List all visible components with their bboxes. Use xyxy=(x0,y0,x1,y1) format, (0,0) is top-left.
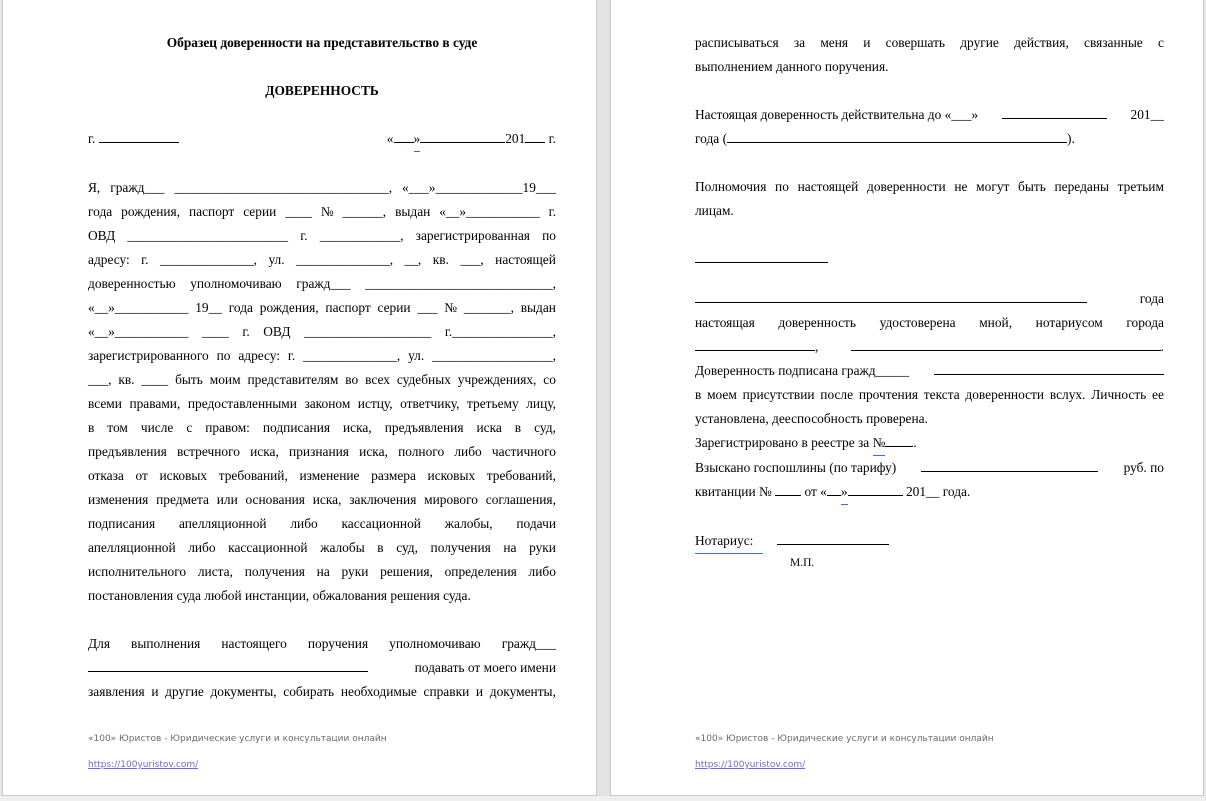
body-line xyxy=(695,311,1164,335)
word: полного xyxy=(398,444,445,459)
word: истцу, xyxy=(357,396,393,411)
word: подписания xyxy=(88,516,156,531)
word: гражд___ xyxy=(296,276,351,291)
word: доверенность xyxy=(778,315,856,330)
word: жалобы xyxy=(320,540,365,555)
word: отказа xyxy=(88,468,124,483)
word: ОВД xyxy=(263,324,291,339)
date-open-quote: « xyxy=(386,131,394,146)
word: кв. xyxy=(432,252,449,267)
word: ________________________ xyxy=(127,228,289,243)
word: предъявления xyxy=(88,444,167,459)
validity-line xyxy=(695,103,1164,127)
document-title: Образец доверенности на представительство в суде xyxy=(166,35,478,50)
receipt-line xyxy=(695,480,1164,505)
representative-paragraph xyxy=(88,632,556,704)
word: определения xyxy=(444,564,517,579)
fee-line xyxy=(695,456,1164,480)
seal-line xyxy=(695,554,1164,572)
body-line xyxy=(88,320,556,344)
body-line xyxy=(88,440,556,464)
word: другие xyxy=(165,684,204,699)
word: серии xyxy=(243,204,277,219)
signed-by-text: Доверенность подписана гражд_____ xyxy=(695,363,910,378)
word: третьим xyxy=(1117,179,1164,194)
word: ул. xyxy=(268,252,285,267)
word: ___, xyxy=(460,252,484,267)
principal-paragraph xyxy=(88,176,556,608)
receipt-number-blank[interactable] xyxy=(775,480,801,496)
word: ___, xyxy=(88,372,112,387)
word: ____ xyxy=(202,324,229,339)
word: кассационной xyxy=(341,516,421,531)
word: либо xyxy=(528,564,556,579)
word: иска, xyxy=(312,492,342,507)
word: предоставленными xyxy=(187,396,297,411)
body-line xyxy=(695,175,1164,199)
body-line xyxy=(88,416,556,440)
notary-signature-blank[interactable] xyxy=(777,529,889,545)
word: г. xyxy=(287,348,296,363)
word: переданы xyxy=(1054,179,1109,194)
notary-signature-line xyxy=(695,529,1164,554)
word: моим xyxy=(209,372,241,387)
word: по xyxy=(775,179,789,194)
word: г. xyxy=(300,228,308,243)
word: _______, xyxy=(463,300,514,315)
word: признания xyxy=(289,444,349,459)
word: ____________, xyxy=(319,228,404,243)
word: «___»_____________19___ xyxy=(402,180,556,195)
body-line xyxy=(88,584,556,608)
seal-label: М.П. xyxy=(790,557,815,569)
bottom-band xyxy=(0,796,1206,801)
word: с xyxy=(1157,35,1164,50)
word: гражд___ xyxy=(110,180,165,195)
signed-by-blank[interactable] xyxy=(934,359,1164,375)
word: или xyxy=(216,492,238,507)
word: выполнения xyxy=(131,636,201,651)
word: ________________________________, xyxy=(174,180,393,195)
word: жалобы, xyxy=(444,516,493,531)
receipt-close-quote: » xyxy=(841,480,848,505)
word: получения xyxy=(430,540,491,555)
word: г. xyxy=(548,204,556,219)
word: адресу: xyxy=(238,348,281,363)
receipt-month-blank[interactable] xyxy=(848,480,903,496)
body-line xyxy=(695,199,1164,223)
word: «__»___________ xyxy=(439,204,540,219)
word: быть xyxy=(175,372,203,387)
date-close-quote: » xyxy=(414,127,421,152)
word: текста xyxy=(923,387,960,402)
word: документы, xyxy=(489,684,556,699)
word: заключения xyxy=(349,492,417,507)
word: настоящей xyxy=(495,252,556,267)
word: либо xyxy=(188,540,216,555)
word: связанные xyxy=(1084,35,1143,50)
word: в xyxy=(695,387,702,402)
word: иска xyxy=(476,420,502,435)
registry-number-blank[interactable] xyxy=(885,431,913,447)
word: требований, xyxy=(218,468,288,483)
validity-text: Настоящая доверенность действительна до «___» xyxy=(695,107,979,122)
notary-date-line xyxy=(695,287,1164,311)
date-field[interactable] xyxy=(387,127,556,152)
word: удостоверена xyxy=(879,315,956,330)
document-heading: ДОВЕРЕННОСТЬ xyxy=(265,83,379,98)
word: ____ xyxy=(285,204,312,219)
word: и xyxy=(475,684,484,699)
word: частичного xyxy=(491,444,556,459)
body-line xyxy=(88,224,556,248)
word: быть xyxy=(1018,179,1046,194)
word: __________________, xyxy=(432,348,556,363)
word: ее xyxy=(1152,387,1164,402)
word: доверенности xyxy=(867,179,946,194)
word: от xyxy=(135,468,148,483)
body-line xyxy=(695,383,1164,407)
word: рождения, xyxy=(259,300,319,315)
word: другие xyxy=(960,35,999,50)
body-line xyxy=(88,392,556,416)
principal-signature-blank[interactable] xyxy=(695,247,828,263)
word: ответчику, xyxy=(400,396,460,411)
word: выдан xyxy=(520,300,556,315)
validity-words-open: года ( xyxy=(695,131,728,146)
signature-line xyxy=(695,247,1164,263)
word: не xyxy=(954,179,968,194)
notary-city-line: , . xyxy=(695,335,1164,359)
receipt-from: от « xyxy=(804,484,827,499)
fee-text: Взыскано госпошлины (по тарифу) xyxy=(695,460,897,475)
word: ______________, xyxy=(296,252,394,267)
word: судебных xyxy=(396,372,451,387)
word: апелляционной xyxy=(88,540,176,555)
word: № xyxy=(444,300,457,315)
word: получения xyxy=(244,564,305,579)
footer-company: «100» Юристов - Юридические услуги и консультации онлайн xyxy=(88,734,387,744)
word: законом xyxy=(304,396,351,411)
validity-words-close: ). xyxy=(1067,131,1075,146)
word: требований, xyxy=(486,468,556,483)
word: в xyxy=(514,420,522,435)
word: могут xyxy=(976,179,1010,194)
registry-number-sign: № xyxy=(873,431,886,456)
footer-company: «100» Юристов - Юридические услуги и консультации онлайн xyxy=(695,734,994,744)
word: иска, xyxy=(343,420,372,435)
word: кассационной xyxy=(228,540,308,555)
word: гражд___ xyxy=(501,636,556,651)
fee-amount-blank[interactable] xyxy=(921,456,1098,472)
representative-name-blank[interactable] xyxy=(88,656,368,672)
word: прочтения xyxy=(858,387,919,402)
word: иска, xyxy=(359,444,388,459)
word: выдан xyxy=(395,204,431,219)
validity-year: 201__ xyxy=(1130,107,1164,122)
word: правами, xyxy=(129,396,181,411)
word: том xyxy=(107,420,128,435)
word: кв. xyxy=(118,372,135,387)
word: изменение xyxy=(299,468,360,483)
word: Полномочия xyxy=(695,179,767,194)
body-line xyxy=(88,656,556,680)
word: Для xyxy=(88,636,110,651)
year-word: года xyxy=(1139,291,1164,306)
word: во xyxy=(345,372,359,387)
footer-link[interactable]: https://100yuristov.com/ xyxy=(88,760,199,770)
registry-line: Зарегистрировано в реестре за № . xyxy=(695,431,1164,456)
word: на xyxy=(503,540,517,555)
word: иска, xyxy=(250,444,279,459)
notary-name-blank[interactable] xyxy=(851,335,1161,351)
word: собирать xyxy=(283,684,335,699)
word: по xyxy=(542,228,556,243)
word: и xyxy=(863,35,871,50)
word: размера xyxy=(371,468,416,483)
word: ______________, xyxy=(303,348,401,363)
word: паспорт xyxy=(188,204,235,219)
signed-by-line xyxy=(695,359,1164,383)
word: моем xyxy=(707,387,737,402)
word: меня xyxy=(820,35,849,50)
word: подписания xyxy=(262,420,331,435)
validity-words-blank[interactable] xyxy=(727,127,1067,143)
date-suffix: г. xyxy=(548,131,556,146)
fee-currency: руб. по xyxy=(1123,460,1164,475)
footer-link[interactable]: https://100yuristov.com/ xyxy=(695,760,806,770)
word: суд, xyxy=(396,540,418,555)
word: либо xyxy=(454,444,482,459)
word: учреждениях, xyxy=(457,372,537,387)
word: настоящая xyxy=(695,315,755,330)
word: всех xyxy=(365,372,390,387)
word: Я, xyxy=(88,180,101,195)
word: ул. xyxy=(408,348,425,363)
word: Личность xyxy=(1091,387,1147,402)
word: паспорт xyxy=(325,300,371,315)
body-line xyxy=(88,296,556,320)
notary-city-blank[interactable] xyxy=(695,335,815,351)
word: справки xyxy=(423,684,470,699)
word: заявления xyxy=(88,684,145,699)
word: № xyxy=(320,204,334,219)
word: исковых xyxy=(427,468,476,483)
word: рождения, xyxy=(121,204,181,219)
receipt-text: квитанции № xyxy=(695,484,772,499)
word: серии xyxy=(377,300,411,315)
word: настоящего xyxy=(221,636,287,651)
word: действия, xyxy=(1014,35,1069,50)
registry-text: Зарегистрировано в реестре за xyxy=(695,435,870,450)
word: мной, xyxy=(979,315,1013,330)
word: исковых xyxy=(159,468,208,483)
page-2-content xyxy=(695,31,1164,572)
word: изменения xyxy=(88,492,149,507)
word: необходимые xyxy=(340,684,417,699)
word: г. xyxy=(242,324,250,339)
body-line xyxy=(88,680,556,704)
validity-month-blank[interactable] xyxy=(1002,103,1107,119)
word: всеми xyxy=(88,396,122,411)
word: уполномочиваю xyxy=(389,636,481,651)
body-line-text: подавать от моего имени xyxy=(414,660,556,675)
word: представителям xyxy=(247,372,339,387)
word: суд, xyxy=(534,420,556,435)
body-line xyxy=(88,248,556,272)
body-line xyxy=(88,368,556,392)
word: на xyxy=(316,564,330,579)
word: нотариусом xyxy=(1035,315,1103,330)
document-page-2 xyxy=(610,0,1204,796)
word: документы, xyxy=(210,684,277,699)
word: зарегистрированного xyxy=(88,348,209,363)
word: года xyxy=(228,300,253,315)
word: и xyxy=(151,684,159,699)
word: лицу, xyxy=(526,396,556,411)
body-line xyxy=(88,272,556,296)
notary-label: Нотариус: xyxy=(695,529,763,554)
word: настоящей xyxy=(797,179,859,194)
word: «__»___________ xyxy=(88,324,189,339)
word: с xyxy=(186,420,193,435)
word: числе xyxy=(140,420,174,435)
word: встречного xyxy=(176,444,240,459)
word: руки xyxy=(529,540,556,555)
word: после xyxy=(820,387,854,402)
word: исполнительного xyxy=(88,564,187,579)
body-line xyxy=(695,55,1164,79)
word: ___ xyxy=(417,300,438,315)
word: доверенности xyxy=(965,387,1045,402)
word: правом: xyxy=(205,420,250,435)
word: 19__ xyxy=(195,300,222,315)
body-line-text: лицам. xyxy=(695,203,734,218)
word: доверенностью xyxy=(88,276,176,291)
word: основания xyxy=(245,492,305,507)
word: соглашения, xyxy=(485,492,556,507)
word: уполномочиваю xyxy=(190,276,282,291)
body-line xyxy=(88,632,556,656)
notary-date-blank[interactable] xyxy=(695,287,1087,303)
word: __, xyxy=(404,252,422,267)
word: года xyxy=(88,204,113,219)
word: совершать xyxy=(885,35,946,50)
word: г. xyxy=(141,252,149,267)
date-year: 201 xyxy=(505,131,526,146)
word: «__»___________ xyxy=(88,300,189,315)
page-gutter xyxy=(597,0,610,796)
word: в xyxy=(88,420,95,435)
word: ____ xyxy=(141,372,169,387)
body-line-text: постановления суда любой инстанции, обжалования решения суда. xyxy=(88,588,471,603)
word: ОВД xyxy=(88,228,116,243)
word: решения, xyxy=(380,564,433,579)
word: со xyxy=(543,372,556,387)
word: подачи xyxy=(516,516,556,531)
body-line-text: выполнением данного поручения. xyxy=(695,59,889,74)
word: ______, xyxy=(342,204,387,219)
word: вслух. xyxy=(1049,387,1086,402)
city-field[interactable] xyxy=(88,127,179,152)
word: зарегистрированная xyxy=(415,228,530,243)
word: присутствии xyxy=(742,387,815,402)
word: г._______________, xyxy=(444,324,556,339)
body-line xyxy=(88,464,556,488)
body-line xyxy=(88,200,556,224)
word: либо xyxy=(290,516,318,531)
page-1-content xyxy=(88,31,556,704)
body-line xyxy=(695,31,1164,55)
word: поручения xyxy=(307,636,369,651)
body-line xyxy=(88,176,556,200)
word: адресу: xyxy=(88,252,130,267)
body-line xyxy=(88,488,556,512)
word: в xyxy=(377,540,384,555)
body-line xyxy=(88,344,556,368)
word: города xyxy=(1126,315,1164,330)
body-line xyxy=(88,512,556,536)
word: апелляционной xyxy=(178,516,267,531)
document-page-1 xyxy=(2,0,597,796)
validity-words-line xyxy=(695,127,1164,151)
word: по xyxy=(216,348,231,363)
city-prefix: г. xyxy=(88,131,96,146)
body-line-text: установлена, дееспособность проверена. xyxy=(695,411,928,426)
word: предъявления xyxy=(384,420,464,435)
word: руки xyxy=(341,564,369,579)
receipt-year: 201__ года. xyxy=(905,484,971,499)
word: предмета xyxy=(156,492,209,507)
body-line xyxy=(88,536,556,560)
word: мирового xyxy=(424,492,478,507)
body-line xyxy=(695,407,1164,431)
word: третьему xyxy=(466,396,519,411)
word: расписываться xyxy=(695,35,779,50)
word: ____________________________, xyxy=(365,276,556,291)
word: ___________________ xyxy=(304,324,432,339)
body-line xyxy=(88,560,556,584)
city-date-line xyxy=(88,127,556,152)
word: листа, xyxy=(197,564,233,579)
word: за xyxy=(793,35,806,50)
word: ______________, xyxy=(159,252,258,267)
